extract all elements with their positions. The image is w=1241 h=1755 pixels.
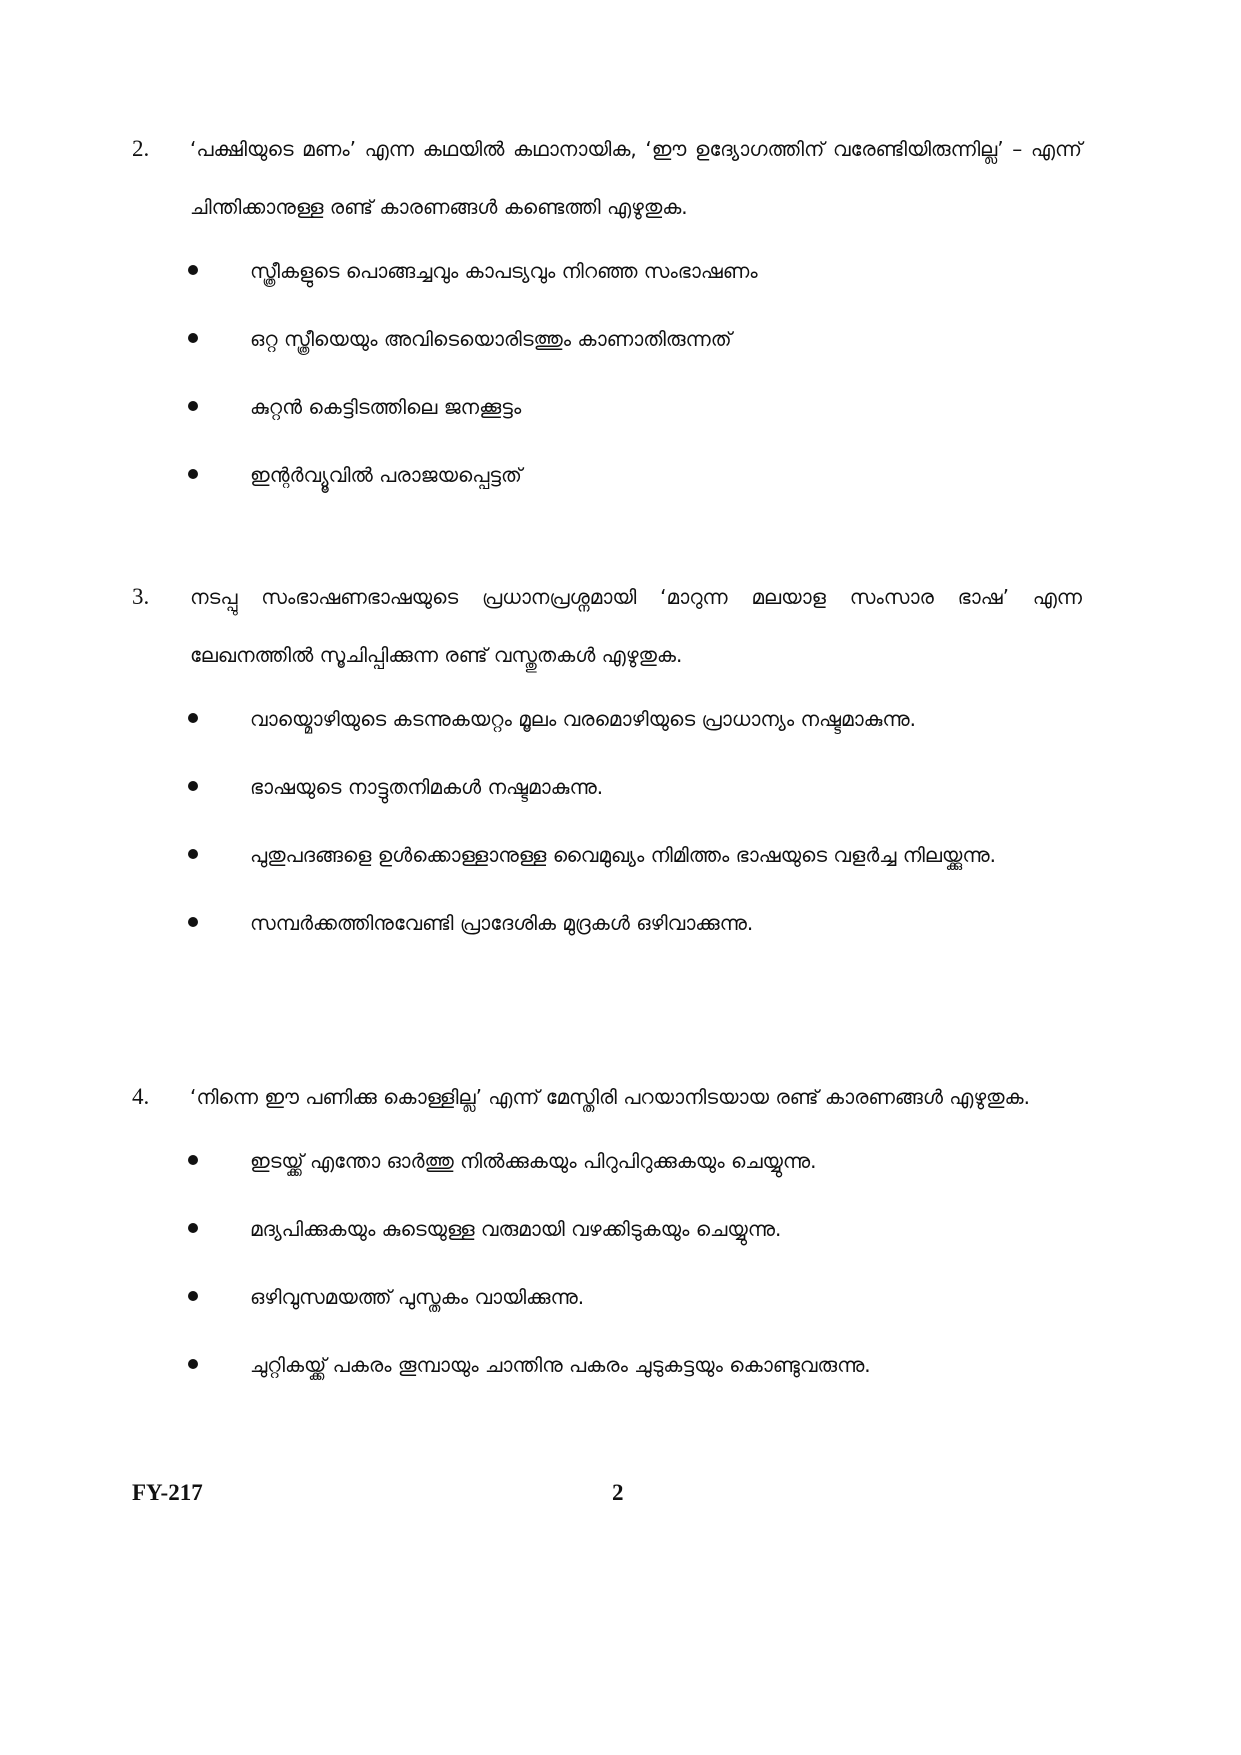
bullet-icon [188,265,198,275]
bullet-icon [188,1223,198,1233]
answer-text: പുതുപദങ്ങളെ ഉൾക്കൊള്ളാനുള്ള വൈമുഖ്യം നിമിത്തം ഭാഷയുടെ വളർച്ച നിലയ്ക്കുന്നു. [250,843,996,867]
bullet-icon [188,401,198,411]
question-4 [132,1068,1082,1404]
question-number: 3. [132,584,150,609]
question-text: ‘പക്ഷിയുടെ മണം’ എന്ന കഥയിൽ കഥാനായിക, ‘ഈ ഉദ്യോഗത്തിന് വരേണ്ടിയിരുന്നില്ല’ – എന്ന് ചിന്തിക്കാനുള്ള രണ്ട് കാരണങ്ങൾ കണ്ടെത്തി എഴുതുക. [190,137,1082,219]
bullet-icon [188,1291,198,1301]
answer-point [250,378,1072,436]
answer-point [250,758,1072,816]
answer-point [250,826,1072,884]
bullet-icon [188,469,198,479]
question-number: 4. [132,1084,150,1109]
answer-list [132,242,1082,504]
answer-point [250,1200,1072,1258]
answer-point [250,446,1072,504]
answer-point [250,690,1072,748]
bullet-icon [188,1155,198,1165]
answer-text: ചുറ്റികയ്ക്ക് പകരം തൂമ്പായും ചാന്തിനു പകരം ചുടുകട്ടയും കൊണ്ടുവരുന്നു. [250,1353,871,1377]
answer-text: ഒഴിവുസമയത്ത് പുസ്തകം വായിക്കുന്നു. [250,1285,585,1309]
answer-text: കുറ്റൻ കെട്ടിടത്തിലെ ജനക്കൂട്ടം [250,395,522,419]
question-3 [132,568,1082,962]
answer-point [250,1336,1072,1394]
answer-point [250,1268,1072,1326]
bullet-icon [188,917,198,927]
bullet-icon [188,781,198,791]
page-number: 2 [612,1480,624,1505]
answer-text: മദ്യപിക്കുകയും കുടെയുള്ള വരുമായി വഴക്കിടുകയും ചെയ്യുന്നു. [250,1217,782,1241]
answer-text: സമ്പർക്കത്തിനുവേണ്ടി പ്രാദേശിക മുദ്രകൾ ഒഴിവാക്കുന്നു. [250,911,754,935]
question-2 [132,120,1082,514]
question-number: 2. [132,136,150,161]
answer-text: ഒറ്റ സ്ത്രീയെയും അവിടെയൊരിടത്തും കാണാതിരുന്നത് [250,327,732,351]
question-text: നടപ്പു സംഭാഷണഭാഷയുടെ പ്രധാനപ്രശ്നമായി ‘മാറുന്ന മലയാള സംസാര ഭാഷ’ എന്ന ലേഖനത്തിൽ സൂചിപ്പിക്കുന്ന രണ്ട് വസ്തുതകൾ എഴുതുക. [190,585,1082,667]
answer-text: ഇടയ്ക്ക് എന്തോ ഓർത്തു നിൽക്കുകയും പിറുപിറുക്കുകയും ചെയ്യുന്നു. [250,1149,817,1173]
answer-text: വായ്മൊഴിയുടെ കടന്നുകയറ്റം മൂലം വരമൊഴിയുടെ പ്രാധാന്യം നഷ്ടമാകുന്നു. [250,707,917,731]
answer-point [250,894,1072,952]
bullet-icon [188,333,198,343]
answer-text: സ്ത്രീകളുടെ പൊങ്ങച്ചവും കാപട്യവും നിറഞ്ഞ സംഭാഷണം [250,259,758,283]
bullet-icon [188,1359,198,1369]
answer-text: ഇന്റർവ്യൂവിൽ പരാജയപ്പെട്ടത് [250,463,522,487]
answer-point [250,1132,1072,1190]
answer-point [250,310,1072,368]
answer-list [132,1132,1082,1394]
question-text: ‘നിന്നെ ഈ പണിക്കു കൊള്ളില്ല’ എന്ന് മേസ്തിരി പറയാനിടയായ രണ്ട് കാരണങ്ങൾ എഴുതുക. [190,1085,1030,1109]
answer-list [132,690,1082,952]
paper-code: FY-217 [132,1480,203,1505]
bullet-icon [188,849,198,859]
answer-point [250,242,1072,300]
bullet-icon [188,713,198,723]
answer-text: ഭാഷയുടെ നാട്ടുതനിമകൾ നഷ്ടമാകുന്നു. [250,775,604,799]
